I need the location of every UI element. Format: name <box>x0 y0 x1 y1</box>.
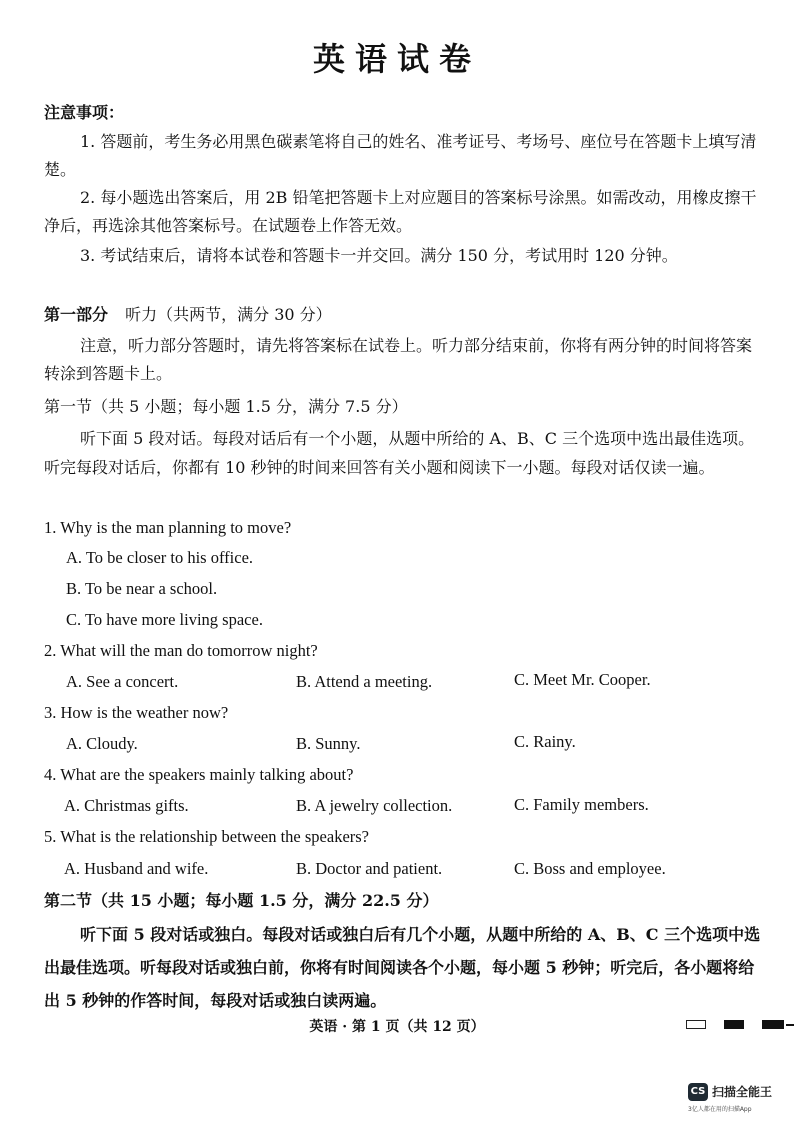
question-2: 2. What will the man do tomorrow night? <box>44 641 318 660</box>
part1-note: 注意，听力部分答题时，请先将答案标在试卷上。听力部分结束前，你将有两分钟的时间将答案转涂到答题卡上。 <box>44 336 753 383</box>
page-footer: 英语 · 第 1 页（共 12 页） <box>309 1019 485 1035</box>
camscanner-logo-icon: CS <box>688 1083 708 1101</box>
question-2-option-b: B. Attend a meeting. <box>296 672 433 691</box>
question-1: 1. Why is the man planning to move? <box>44 518 292 537</box>
section1-heading: 第一节（共 5 小题；每小题 1.5 分，满分 7.5 分） <box>44 397 408 416</box>
question-4-option-c: C. Family members. <box>514 795 649 814</box>
question-1-option-b: B. To be near a school. <box>66 579 218 598</box>
watermark-tagline: 3亿人都在用的扫描App <box>688 1106 752 1113</box>
question-3-option-a: A. Cloudy. <box>66 734 138 753</box>
part1-heading-detail: 听力（共两节，满分 30 分） <box>125 305 332 324</box>
part1-heading <box>44 302 332 325</box>
notice-item-1: 1. 答题前，考生务必用黑色碳素笔将自己的姓名、准考证号、考场号、座位号在答题卡上填写清楚。 <box>44 132 757 179</box>
section2-heading: 第二节（共 15 小题；每小题 1.5 分，满分 22.5 分） <box>44 891 439 910</box>
marker-tick <box>786 1024 794 1026</box>
marker-hollow <box>686 1020 706 1029</box>
notice-item-3: 3. 考试结束后，请将本试卷和答题卡一并交回。满分 150 分，考试用时 120 分钟。 <box>80 246 678 265</box>
question-1-option-c: C. To have more living space. <box>66 610 263 629</box>
question-5: 5. What is the relationship between the speakers? <box>44 827 370 846</box>
question-2-option-a: A. See a concert. <box>66 672 179 691</box>
marker-filled <box>724 1020 744 1029</box>
notice-item-2: 2. 每小题选出答案后，用 2B 铅笔把答题卡上对应题目的答案标号涂黑。如需改动，用橡皮擦干净后，再选涂其他答案标号。在试题卷上作答无效。 <box>44 188 757 235</box>
marker-filled <box>762 1020 784 1029</box>
section1-instructions: 听下面 5 段对话。每段对话后有一个小题，从题中所给的 A、B、C 三个选项中选出最佳选项。听完每段对话后，你都有 10 秒钟的时间来回答有关小题和阅读下一小题。每段对话仅读一遍。 <box>44 429 755 477</box>
notice-heading: 注意事项： <box>44 103 125 122</box>
question-2-option-c: C. Meet Mr. Cooper. <box>514 670 651 689</box>
question-1-option-a: A. To be closer to his office. <box>66 548 254 567</box>
question-4-option-a: A. Christmas gifts. <box>64 796 189 815</box>
question-3-option-b: B. Sunny. <box>296 734 361 753</box>
watermark-name: 扫描全能王 <box>712 1085 773 1099</box>
section2-instructions: 听下面 5 段对话或独白。每段对话或独白后有几个小题，从题中所给的 A、B、C 三个选项中选出最佳选项。听每段对话或独白前，你将有时间阅读各个小题，每小题 5 秒钟；听完后，各小题将给出 5 秒钟的作答时间，每段对话或独白读两遍。 <box>44 925 761 1010</box>
page-title: 英语试卷 <box>312 40 481 78</box>
question-5-option-a: A. Husband and wife. <box>64 859 209 878</box>
question-3-option-c: C. Rainy. <box>514 732 576 751</box>
question-3: 3. How is the weather now? <box>44 703 229 722</box>
question-4-option-b: B. A jewelry collection. <box>296 796 453 815</box>
question-5-option-b: B. Doctor and patient. <box>296 859 443 878</box>
question-5-option-c: C. Boss and employee. <box>514 859 666 878</box>
part1-heading-label: 第一部分 <box>44 305 109 324</box>
question-4: 4. What are the speakers mainly talking about? <box>44 765 354 784</box>
